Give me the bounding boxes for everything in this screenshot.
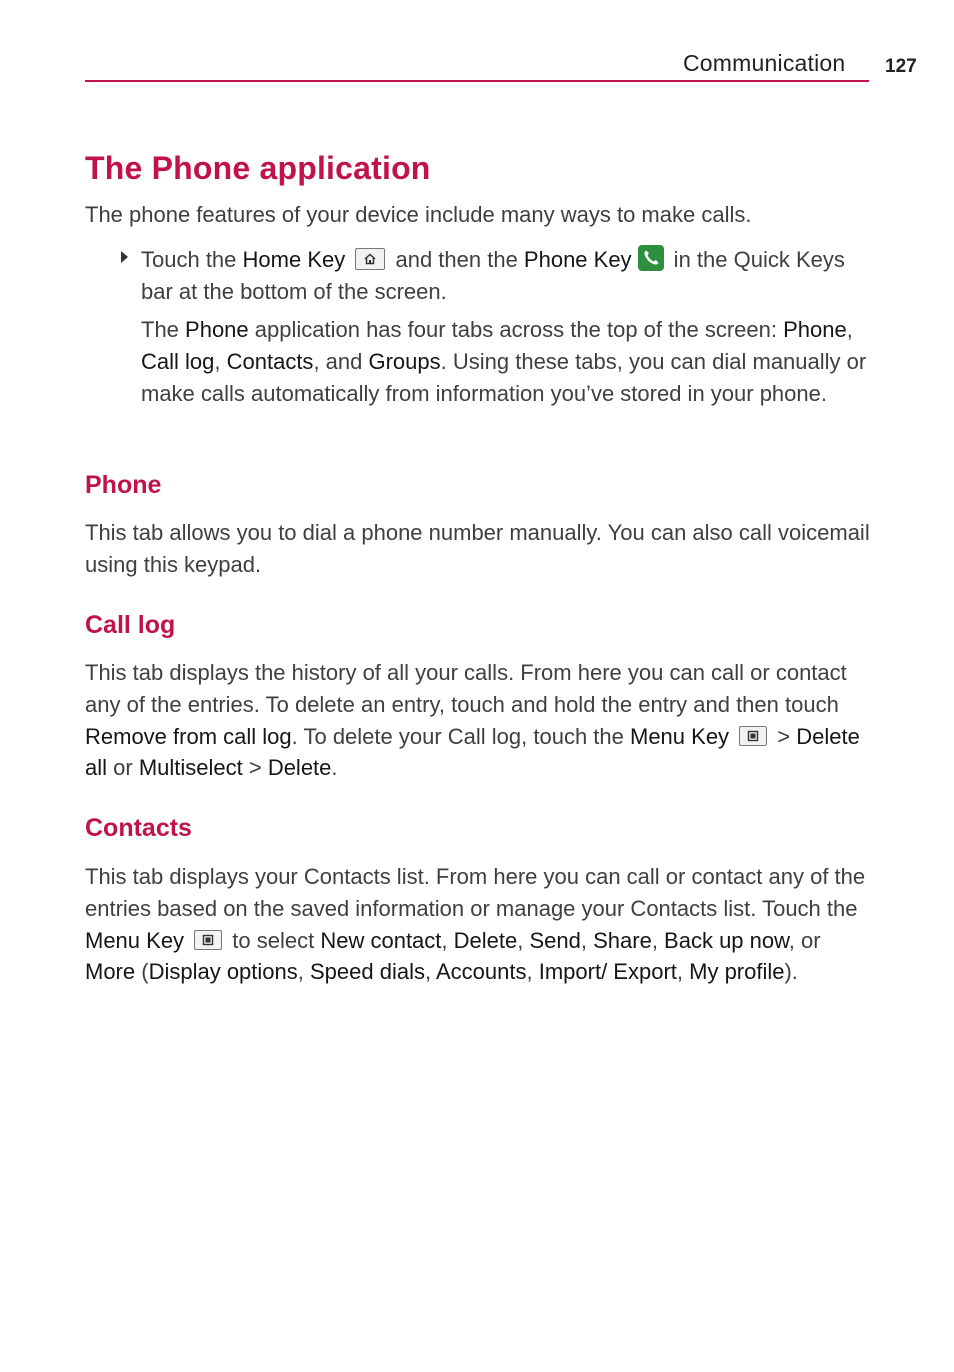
delete-term: Delete <box>267 755 332 781</box>
phone-section-paragraph <box>85 517 875 581</box>
separator: , <box>676 959 690 985</box>
call-log-text: > <box>771 723 797 749</box>
intro-paragraph <box>85 199 875 231</box>
separator: , <box>580 927 594 953</box>
call-log-text: > <box>242 755 268 781</box>
separator: , <box>517 927 530 953</box>
separator: , <box>297 959 310 985</box>
share-term: Share <box>593 927 652 953</box>
separator: , <box>424 959 436 985</box>
call-log-text: . To delete your Call log, touch the <box>291 723 630 749</box>
tabs-text: . Using these tabs, you can dial manually or make calls automatically from information you’ve stored in your phone. <box>141 348 867 406</box>
phone-section-text: This tab allows you to dial a phone number manually. You can also call voicemail using this keypad. <box>85 520 870 577</box>
separator: , <box>526 959 539 985</box>
new-contact-term: New contact <box>320 927 442 953</box>
tab-name-groups: Groups <box>368 348 441 374</box>
contacts-text: This tab displays your Contacts list. From here you can call or contact any of the entries based on the saved information or manage your Contacts list. Touch the <box>85 864 866 921</box>
tab-name-call-log: Call log <box>141 348 215 374</box>
menu-key-icon <box>194 930 222 950</box>
bullet-paragraph <box>141 244 871 308</box>
phone-key-icon <box>638 245 664 271</box>
tab-name-contacts: Contacts <box>226 348 314 374</box>
home-key-icon <box>355 248 385 270</box>
tab-name-phone: Phone <box>783 317 847 342</box>
page-title: The Phone application <box>85 150 431 186</box>
contacts-text: to select <box>226 927 321 953</box>
menu-key-label: Menu Key <box>85 927 185 953</box>
delete-all-term: Delete all <box>85 723 860 781</box>
section-heading-phone: Phone <box>85 471 162 499</box>
separator: ). <box>784 959 798 985</box>
page-number: 127 <box>885 56 917 77</box>
speed-dials-term: Speed dials <box>310 959 425 985</box>
separator: , <box>846 317 853 342</box>
contacts-paragraph <box>85 861 875 988</box>
call-log-text: This tab displays the history of all your calls. From here you can call or contact any of the entries. To delete an entry, touch and hold the entry and then touch <box>85 660 847 717</box>
bullet-text: Touch the <box>141 247 243 272</box>
multiselect-term: Multiselect <box>138 755 243 781</box>
phone-app-term: Phone <box>185 317 249 342</box>
section-heading-contacts: Contacts <box>85 814 192 842</box>
separator: , and <box>313 348 369 374</box>
bullet-text: and then the <box>389 247 524 272</box>
home-key-label: Home Key <box>242 247 346 272</box>
separator: , <box>651 927 665 953</box>
running-header-label: Communication <box>683 50 846 76</box>
send-term: Send <box>529 927 581 953</box>
call-log-paragraph <box>85 657 875 784</box>
my-profile-term: My profile <box>689 959 785 985</box>
back-up-now-term: Back up now <box>664 927 789 953</box>
call-log-text: . <box>331 755 338 781</box>
remove-from-call-log-term: Remove from call log <box>85 723 292 749</box>
tabs-text: The <box>141 317 186 342</box>
bullet-text: in the Quick Keys bar at the bottom of the screen. <box>141 247 845 304</box>
intro-text: The phone features of your device include many ways to make calls. <box>85 202 752 227</box>
phone-key-label: Phone Key <box>523 247 632 272</box>
menu-key-label: Menu Key <box>630 723 730 749</box>
header-rule <box>85 80 869 82</box>
menu-key-icon <box>739 726 767 746</box>
separator: , <box>441 927 454 953</box>
tabs-paragraph <box>141 314 871 409</box>
delete-term: Delete <box>453 927 518 953</box>
call-log-text: or <box>107 755 139 781</box>
tabs-text: application has four tabs across the top of the screen: <box>248 317 784 342</box>
display-options-term: Display options <box>148 959 298 985</box>
separator: , <box>214 348 227 374</box>
bullet-arrow-icon <box>121 251 128 263</box>
separator: ( <box>135 959 149 985</box>
separator: , or <box>788 927 821 953</box>
section-heading-call-log: Call log <box>85 611 176 639</box>
import-export-term: Import/ Export <box>538 959 677 985</box>
more-term: More <box>85 959 136 985</box>
accounts-term: Accounts <box>436 959 527 985</box>
